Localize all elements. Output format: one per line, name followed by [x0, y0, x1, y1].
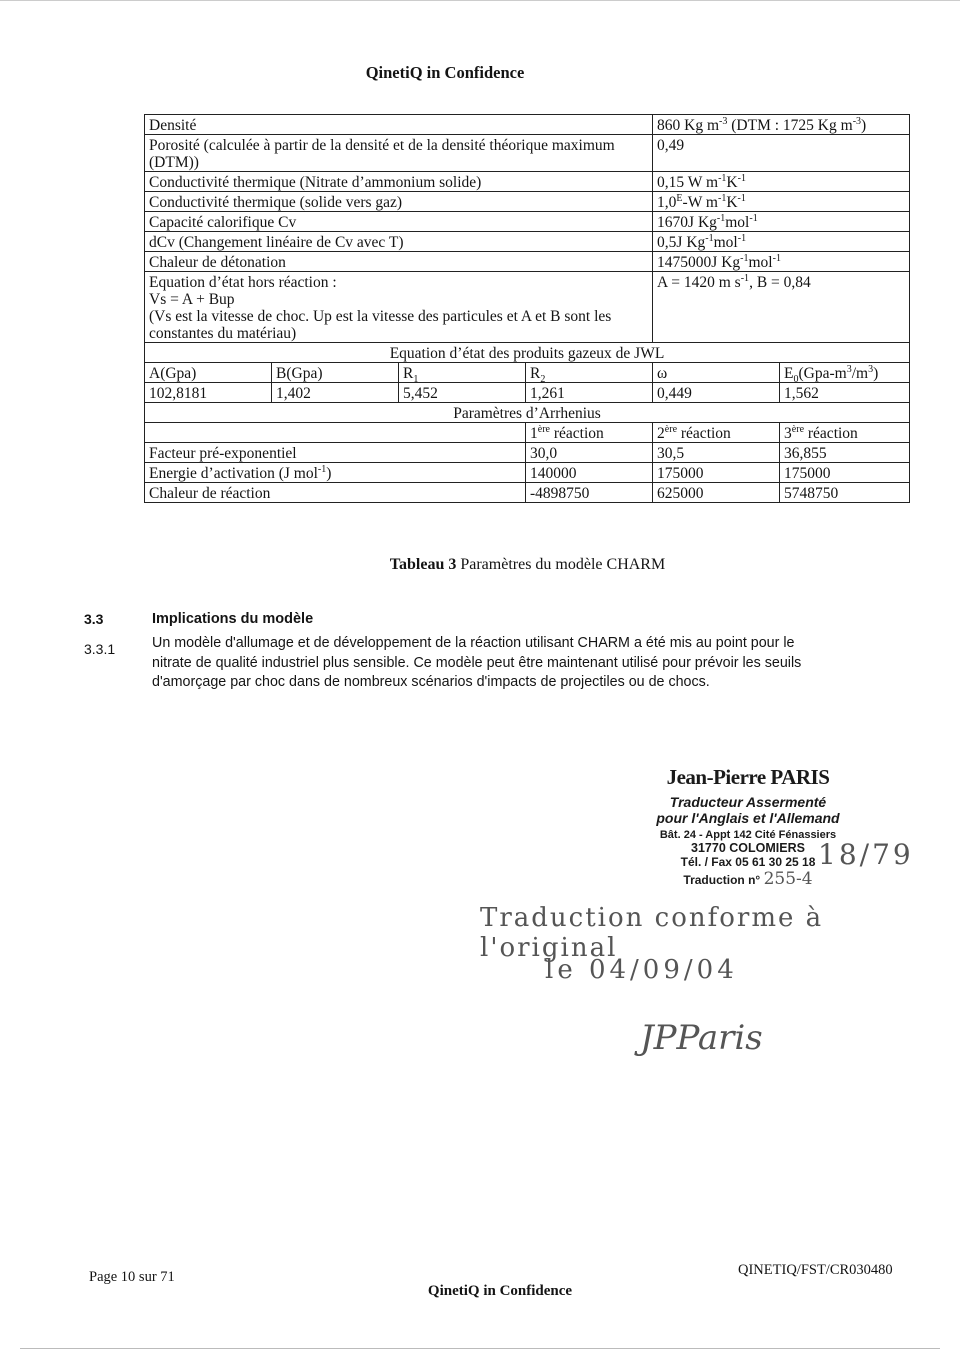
- arrhenius-value: 140000: [526, 463, 653, 483]
- paragraph-line: Un modèle d'allumage et de développement de la réaction utilisant CHARM a été mis au point pour le: [152, 635, 795, 651]
- handwritten-signature: JPParis: [640, 1018, 763, 1058]
- page-number: Page 10 sur 71: [89, 1269, 175, 1285]
- property-value: 1670J $Kg^{-1}mol^{-1}$: [653, 212, 910, 232]
- property-label: Conductivité thermique (Nitrate d’ammonium solide): [145, 172, 653, 192]
- jwl-header-cell: $E_0(Gpa-m^3/m^3)$: [780, 363, 910, 383]
- jwl-header-cell: $R_2$: [526, 363, 653, 383]
- jwl-header-row: [145, 363, 910, 383]
- handwritten-translation-number: 255-4: [763, 869, 813, 889]
- arrhenius-label: Facteur pré-exponentiel: [145, 443, 526, 463]
- stamp-title: Traducteur Assermenté: [669, 794, 827, 810]
- arrhenius-value: 5748750: [780, 483, 910, 503]
- property-label: dCv (Changement linéaire de Cv avec T): [145, 232, 653, 252]
- jwl-header-cell: A(Gpa): [145, 363, 272, 383]
- property-row: [145, 115, 910, 135]
- caption-text: Paramètres du modèle CHARM: [456, 556, 666, 573]
- property-label: Equation d’état hors réaction : Vs = A + Bup (Vs est la vitesse de choc. Up est la vitesse des particules et A et B sont les constantes du matériau): [145, 272, 653, 343]
- property-value: $1,0^E-W$ $m^{-1}K^{-1}$: [653, 192, 910, 212]
- property-row: [145, 232, 910, 252]
- property-row: [145, 212, 910, 232]
- header-confidentiality: QinetiQ in Confidence: [365, 63, 525, 82]
- property-row: [145, 252, 910, 272]
- table-caption: [0, 556, 960, 574]
- jwl-value-cell: 0,449: [653, 383, 780, 403]
- property-label: Chaleur de détonation: [145, 252, 653, 272]
- handwritten-page-count: 18/79: [818, 838, 914, 871]
- arrhenius-header-cell: [145, 423, 526, 443]
- stamp-name: Jean-Pierre PARIS: [666, 765, 830, 789]
- arrhenius-row: [145, 483, 910, 503]
- arrhenius-value: 175000: [653, 463, 780, 483]
- property-label: Capacité calorifique Cv: [145, 212, 653, 232]
- handwritten-date: le 04/09/04: [545, 955, 738, 985]
- jwl-title-row: [145, 343, 910, 363]
- property-value: 0,49: [653, 135, 910, 172]
- stamp-languages: pour l'Anglais et l'Allemand: [656, 810, 840, 826]
- property-value: 0,15 W $m^{-1}K^{-1}$: [653, 172, 910, 192]
- jwl-header-cell: $R_1$: [399, 363, 526, 383]
- arrhenius-row: [145, 463, 910, 483]
- footer-confidentiality: QinetiQ in Confidence: [427, 1283, 573, 1299]
- arrhenius-label: Chaleur de réaction: [145, 483, 526, 503]
- paragraph-line: nitrate de qualité industriel plus sensible. Ce modèle peut être maintenant utilisé pour prévoir les seuils: [152, 654, 802, 671]
- document-reference: QINETIQ/FST/CR030480: [738, 1262, 893, 1278]
- stamp-translation-number: Traduction n° 255-4: [683, 869, 813, 889]
- property-label: Conductivité thermique (solide vers gaz): [145, 192, 653, 212]
- top-edge-line: [0, 0, 960, 1]
- property-row: [145, 192, 910, 212]
- subsection-number: 3.3.1: [84, 641, 116, 657]
- arrhenius-header-cell: 2ère réaction: [653, 423, 780, 443]
- stamp-city: 31770 COLOMIERS: [691, 841, 805, 855]
- charm-parameters-table: [144, 114, 910, 503]
- jwl-value-cell: 1,261: [526, 383, 653, 403]
- arrhenius-header-cell: 3ère réaction: [780, 423, 910, 443]
- arrhenius-value: -4898750: [526, 483, 653, 503]
- arrhenius-title-row: [145, 403, 910, 423]
- jwl-header-cell: B(Gpa): [272, 363, 399, 383]
- arrhenius-value: 30,0: [526, 443, 653, 463]
- property-label: Densité: [145, 115, 653, 135]
- arrhenius-value: 36,855: [780, 443, 910, 463]
- stamp-phone: Tél. / Fax 05 61 30 25 18: [680, 855, 816, 869]
- jwl-value-cell: 5,452: [399, 383, 526, 403]
- arrhenius-value: 30,5: [653, 443, 780, 463]
- property-row: [145, 272, 910, 343]
- jwl-value-cell: 1,562: [780, 383, 910, 403]
- jwl-value-row: [145, 383, 910, 403]
- section-title: Implications du modèle: [152, 611, 314, 627]
- arrhenius-header-cell: 1ère réaction: [526, 423, 653, 443]
- subsection-paragraph: [152, 634, 912, 693]
- caption-label: Tableau 3: [389, 556, 457, 573]
- property-value: 0,5J $Kg^{-1}mol^{-1}$: [653, 232, 910, 252]
- property-value: 1475000J $Kg^{-1}mol^{-1}$: [653, 252, 910, 272]
- handwritten-certification: Traduction conforme à l'original: [480, 903, 824, 963]
- paragraph-line: d'amorçage par choc dans de nombreux scénarios d'impacts de projectiles ou de chocs.: [152, 674, 710, 690]
- arrhenius-value: 175000: [780, 463, 910, 483]
- property-value: 860 Kg $m^{-3}$ (DTM : 1725 Kg $m^{-3}$): [653, 115, 910, 135]
- stamp-address: Bât. 24 - Appt 142 Cité Fénassiers: [659, 829, 837, 841]
- jwl-value-cell: 102,8181: [145, 383, 272, 403]
- property-label: Porosité (calculée à partir de la densité et de la densité théorique maximum (DTM)): [145, 135, 653, 172]
- bottom-edge-line: [20, 1348, 940, 1349]
- property-value: A = 1420 m $s^{-1}$, B = 0,84: [653, 272, 910, 343]
- arrhenius-label: Energie d’activation (J mol$^{-1}$): [145, 463, 526, 483]
- table-body: [145, 115, 910, 503]
- arrhenius-header-row: [145, 423, 910, 443]
- section-number: 3.3: [84, 611, 104, 627]
- jwl-title: Equation d’état des produits gazeux de JWL: [145, 343, 910, 363]
- jwl-value-cell: 1,402: [272, 383, 399, 403]
- arrhenius-value: 625000: [653, 483, 780, 503]
- arrhenius-row: [145, 443, 910, 463]
- property-row: [145, 135, 910, 172]
- jwl-header-cell: ω: [653, 363, 780, 383]
- arrhenius-title: Paramètres d’Arrhenius: [145, 403, 910, 423]
- property-row: [145, 172, 910, 192]
